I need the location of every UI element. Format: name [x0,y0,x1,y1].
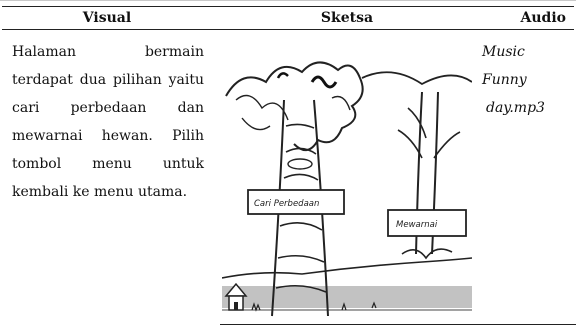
visual-cell [2,30,212,301]
header-audio: Audio [482,7,574,30]
top-rule [0,0,576,1]
audio-line-2: Funny [482,72,527,88]
visual-description: Halaman bermain terdapat dua pilihan yaitu cari perbedaan dan mewarnai hewan. Pilih tombol menu untuk kembali ke menu utama. [12,44,204,200]
header-visual: Visual [2,7,212,30]
audio-description [482,30,574,122]
sketch-drawing [222,48,472,318]
sign-cari-perbedaan: Cari Perbedaan [254,199,320,209]
table-row [2,30,574,301]
audio-line-1: Music [482,44,525,60]
header-sketch: Sketsa [212,7,482,30]
sign-mewarnai: Mewarnai [396,220,438,230]
header-row [2,7,574,30]
bottom-rule [220,324,576,325]
storyboard-table [2,6,574,300]
sketch-cell [212,30,482,301]
audio-line-3: day.mp3 [486,100,545,116]
audio-cell [482,30,574,301]
